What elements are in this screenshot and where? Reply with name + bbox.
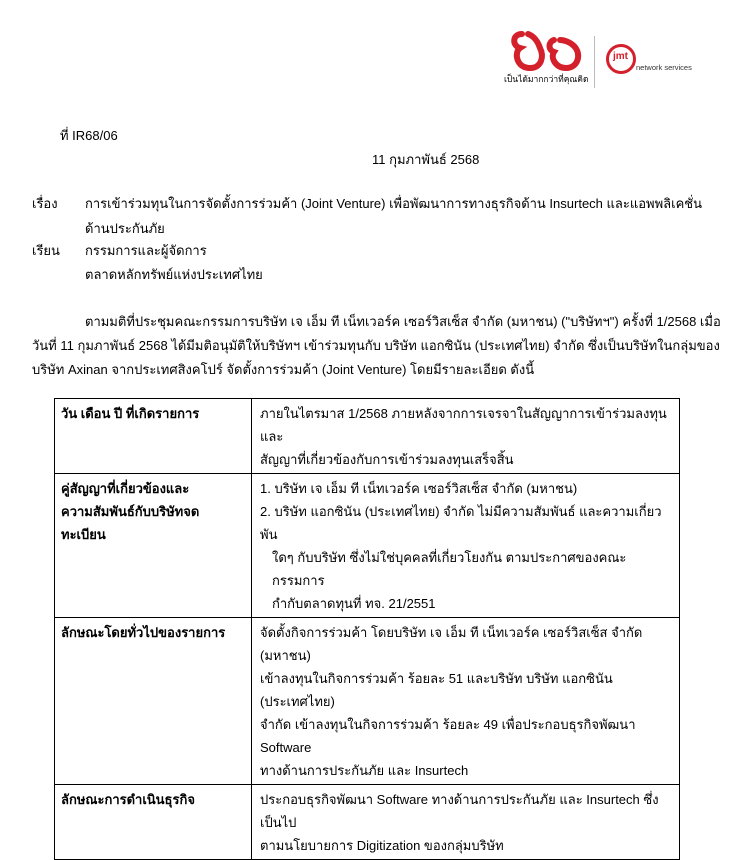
row-header-line: ลักษณะโดยทั่วไปของรายการ — [61, 625, 226, 640]
row-value-line: สัญญาที่เกี่ยวข้องกับการเข้าร่วมลงทุนเสร็จสิ้น — [260, 452, 514, 467]
body-paragraph-line: วันที่ 11 กุมภาพันธ์ 2568 ได้มีมติอนุมัติให้บริษัทฯ เข้าร่วมทุนกับ บริษัท แอกซินัน (ประเทศไทย) จำกัด ซึ่งเป็นบริษัทในกลุ่มของ — [32, 338, 720, 353]
row-value-line: จำกัด เข้าลงทุนในกิจการร่วมค้า ร้อยละ 49 เพื่อประกอบธุรกิจพัฒนา Software — [260, 717, 636, 755]
row-value-line: 1. บริษัท เจ เอ็ม ที เน็ทเวอร์ค เซอร์วิสเซ็ส จำกัด (มหาชน) — [260, 481, 578, 496]
table-row — [55, 785, 680, 860]
recipient-line: ตลาดหลักทรัพย์แห่งประเทศไทย — [85, 267, 263, 282]
row-value-line: ใดๆ กับบริษัท ซึ่งไม่ใช่บุคคลที่เกี่ยวโยงกัน ตามประกาศของคณะกรรมการ — [272, 550, 627, 588]
table-row — [55, 399, 680, 474]
header-divider — [594, 36, 595, 88]
tagline: เป็นได้มากกว่าที่คุณคิด — [504, 74, 589, 84]
row-value-line: จัดตั้งกิจการร่วมค้า โดยบริษัท เจ เอ็ม ที เน็ทเวอร์ค เซอร์วิสเซ็ส จำกัด (มหาชน) — [260, 625, 643, 663]
jmt-logo-text: jmt — [613, 51, 628, 62]
row-value — [252, 785, 680, 860]
transaction-details-table — [54, 398, 680, 860]
row-value — [252, 399, 680, 474]
row-header-line: ลักษณะการดำเนินธุรกิจ — [61, 792, 195, 807]
reference-number: ที่ IR68/06 — [60, 128, 118, 143]
body-paragraph-line: ตามมติที่ประชุมคณะกรรมการบริษัท เจ เอ็ม ที เน็ทเวอร์ค เซอร์วิสเซ็ส จำกัด (มหาชน) ("บริษัทฯ") ครั้งที่ 1/2568 เมื่อ — [85, 314, 721, 329]
row-value-line: กำกับตลาดทุนที่ ทจ. 21/2551 — [272, 596, 436, 611]
row-value-line: 2. บริษัท แอกซินัน (ประเทศไทย) จำกัด ไม่มีความสัมพันธ์ และความเกี่ยวพัน — [260, 504, 662, 542]
row-value-line: ภายในไตรมาส 1/2568 ภายหลังจากการเจรจาในสัญญาการเข้าร่วมลงทุน และ — [260, 406, 667, 444]
table-row — [55, 618, 680, 785]
recipient-label: เรียน — [32, 243, 60, 258]
subject-label: เรื่อง — [32, 196, 58, 211]
subject-line: ด้านประกันภัย — [85, 221, 165, 236]
letter-date: 11 กุมภาพันธ์ 2568 — [372, 152, 480, 167]
row-header — [55, 785, 252, 860]
row-value — [252, 474, 680, 618]
subject-line: การเข้าร่วมทุนในการจัดตั้งการร่วมค้า (Joint Venture) เพื่อพัฒนาการทางธุรกิจด้าน Insurtech และแอพพลิเคชั่น — [85, 196, 702, 211]
row-header-line: คู่สัญญาที่เกี่ยวข้องและ — [61, 481, 190, 496]
row-header-line: ความสัมพันธ์กับบริษัทจด — [61, 504, 200, 519]
row-header — [55, 399, 252, 474]
recipient-line: กรรมการและผู้จัดการ — [85, 243, 207, 258]
row-header-line: วัน เดือน ปี ที่เกิดรายการ — [61, 406, 200, 421]
body-paragraph-line: บริษัท Axinan จากประเทศสิงคโปร์ จัดตั้งการร่วมค้า (Joint Venture) โดยมีรายละเอียด ดังนี้ — [32, 362, 535, 377]
row-header — [55, 618, 252, 785]
network-services-label: network services — [636, 63, 692, 72]
row-value-line: ทางด้านการประกันภัย และ Insurtech — [260, 763, 469, 778]
row-value-line: ตามนโยบายการ Digitization ของกลุ่มบริษัท — [260, 838, 504, 853]
row-value-line: เข้าลงทุนในกิจการร่วมค้า ร้อยละ 51 และบริษัท บริษัท แอกซินัน (ประเทศไทย) — [260, 671, 613, 709]
row-header — [55, 474, 252, 618]
jai-logo-mark — [510, 28, 594, 72]
row-header-line: ทะเบียน — [61, 527, 106, 542]
row-value — [252, 618, 680, 785]
row-value-line: ประกอบธุรกิจพัฒนา Software ทางด้านการประกันภัย และ Insurtech ซึ่งเป็นไป — [260, 792, 659, 830]
table-row — [55, 474, 680, 618]
